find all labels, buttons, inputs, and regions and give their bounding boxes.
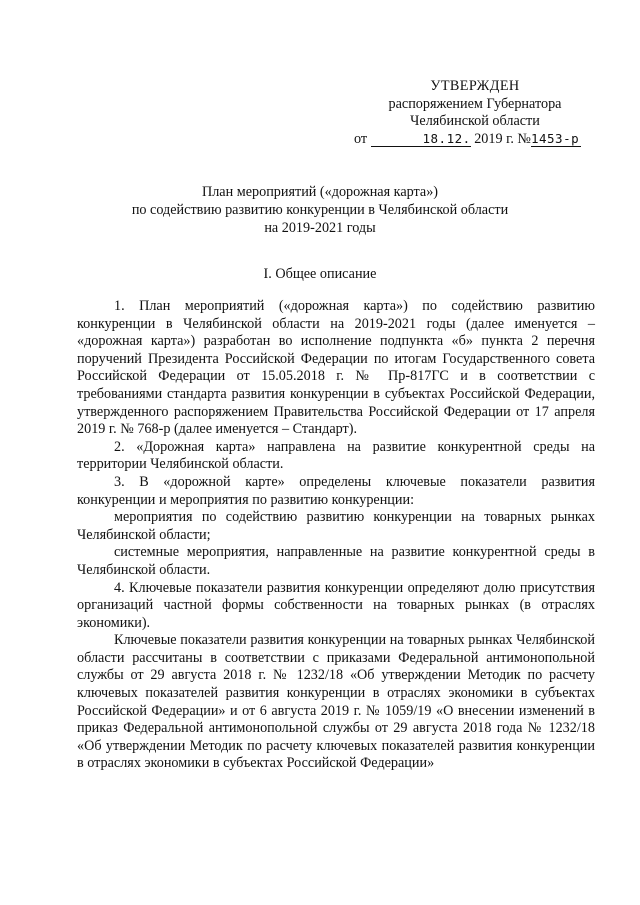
document-title [0, 183, 640, 237]
approval-date-field [371, 132, 471, 147]
document-body [77, 298, 595, 773]
approval-date-line [354, 131, 590, 149]
approval-year-text: 2019 г. № [474, 130, 531, 147]
approval-number: 1453-р [530, 130, 580, 146]
approval-stamp-block [354, 78, 590, 148]
paragraph-5: системные мероприятия, направленные на развитие конкурентной среды в Челябинской области. [77, 544, 595, 578]
paragraph-7: Ключевые показатели развития конкуренции на товарных рынках Челябинской области рассчитаны в соответствии с приказами Федеральной антимонопольной службы от 29 августа 2018 г. № 1232/18 «Об утверждении Методик по расчету ключевых показателей развития конкуренции в отраслях экономики в субъектах Российской Федерации» и от 6 августа 2019 г. № 1059/19 «О внесении изменений в приказ Федеральной антимонопольной службы от 29 августа 2018 года № 1232/18 «Об утверждении Методик по расчету ключевых показателей развития конкуренции в отраслях экономики в субъектах Российской Федерации» [77, 632, 595, 772]
section-heading: I. Общее описание [263, 266, 377, 282]
paragraph-3: 3. В «дорожной карте» определены ключевые показатели развития конкуренции и мероприятия по развитию конкуренции: [77, 473, 595, 508]
approval-from-label: от [354, 130, 368, 147]
approval-title: УТВЕРЖДЕН [430, 78, 520, 94]
approval-line-2: Челябинской области [410, 113, 540, 129]
title-line-3: на 2019-2021 годы [264, 220, 376, 236]
paragraph-1: 1. План мероприятий («дорожная карта») по содействию развитию конкуренции в Челябинской области на 2019-2021 годы (далее именуется – «дорожная карта») разработан во исполнение подпункта «б» пункта 2 перечня поручений Президента Российской Федерации по итогам Государственного совета Российской Федерации от 15.05.2018 г. № Пр-817ГС и в соответствии с требованиями стандарта развития конкуренции в субъектах Российской Федерации, утвержденного распоряжением Правительства Российской Федерации от 17 апреля 2019 г. № 768-р (далее именуется – Стандарт). [77, 298, 595, 438]
approval-number-field [531, 132, 581, 147]
title-line-2: по содействию развитию конкуренции в Челябинской области [131, 202, 509, 218]
approval-line-1: распоряжением Губернатора [388, 95, 562, 112]
paragraph-4: мероприятия по содействию развитию конкуренции на товарных рынках Челябинской области; [77, 509, 595, 543]
paragraph-6: 4. Ключевые показатели развития конкуренции определяют долю присутствия организаций частной формы собственности на товарных рынках (в отраслях экономики). [77, 579, 595, 631]
paragraph-2: 2. «Дорожная карта» направлена на развитие конкурентной среды на территории Челябинской области. [77, 438, 595, 473]
title-line-1: План мероприятий («дорожная карта») [201, 184, 439, 200]
approval-date: 18.12. [422, 130, 471, 146]
